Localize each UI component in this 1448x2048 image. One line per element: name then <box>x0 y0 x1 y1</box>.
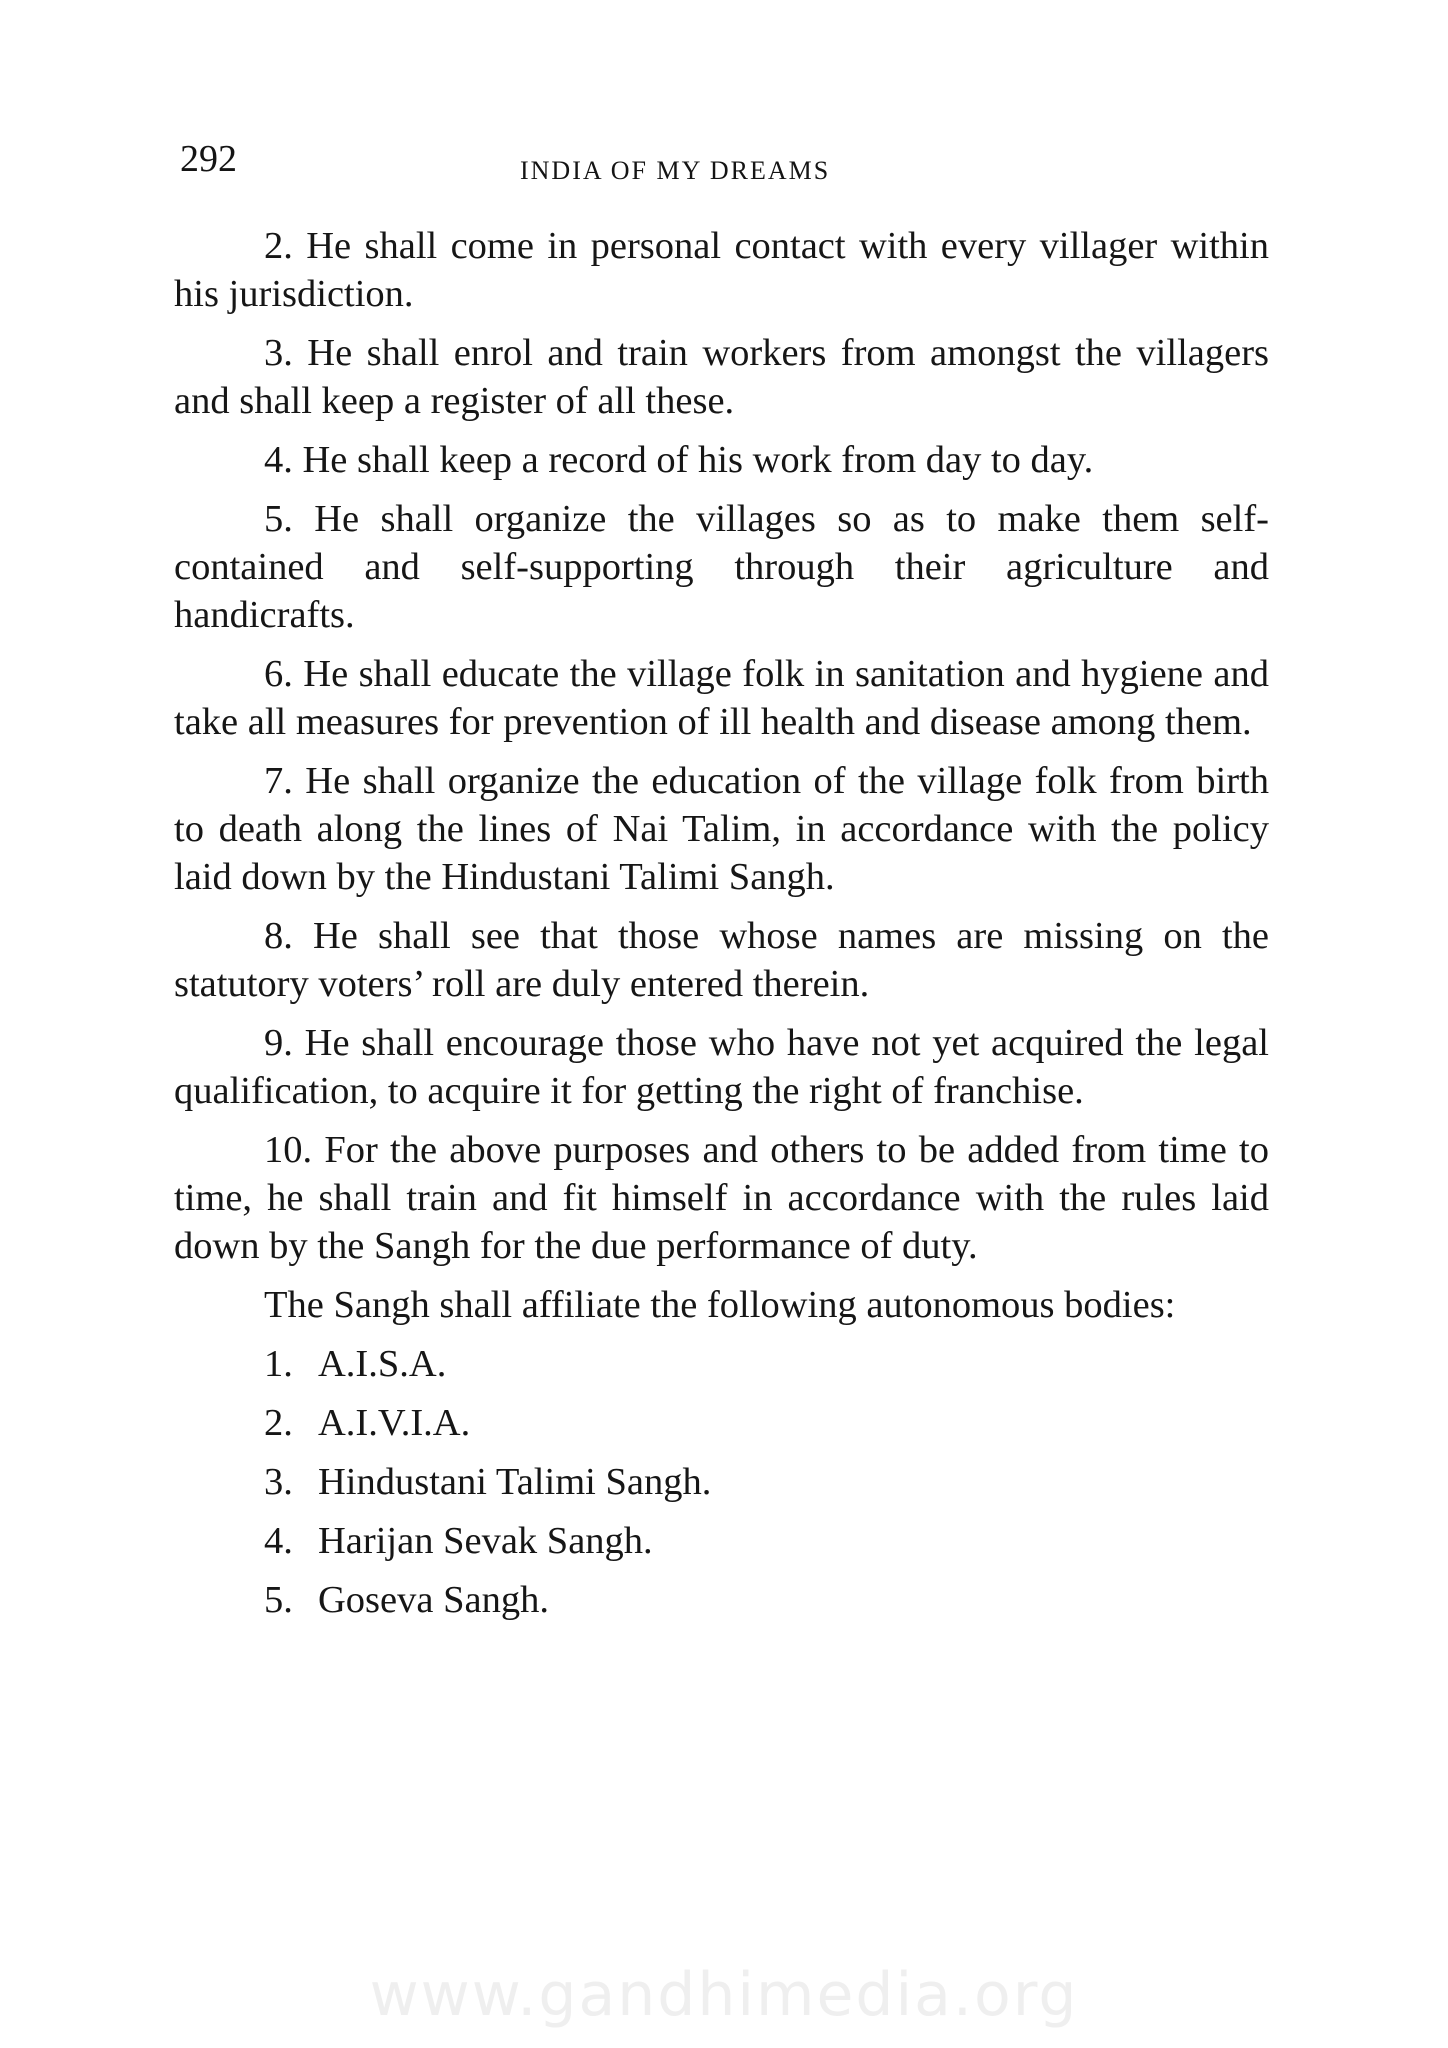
paragraph-item-10: 10. For the above purposes and others to be added from time to time, he shall train and fit himself in accordance with the rules laid down by the Sangh for the due performance of duty. <box>174 1129 1269 1267</box>
list-item-number: 5. <box>264 1579 293 1621</box>
list-item-name: Goseva Sangh. <box>318 1579 549 1621</box>
paragraph-item-3: 3. He shall enrol and train workers from amongst the villagers and shall keep a register of all these. <box>174 332 1269 422</box>
list-item-name: Hindustani Talimi Sangh. <box>318 1461 712 1503</box>
list-item-number: 2. <box>264 1402 293 1444</box>
running-title: INDIA OF MY DREAMS <box>520 156 831 185</box>
paragraph-item-5: 5. He shall organize the villages so as to make them self-contained and self-supporting through their agriculture and handicrafts. <box>174 498 1269 636</box>
list-item <box>264 1576 1269 1624</box>
affiliated-bodies-list <box>174 1340 1269 1624</box>
list-item-number: 4. <box>264 1520 293 1562</box>
list-item <box>264 1399 1269 1447</box>
paragraph-item-6: 6. He shall educate the village folk in sanitation and hygiene and take all measures for prevention of ill health and disease among them. <box>174 653 1269 743</box>
list-item-name: A.I.V.I.A. <box>318 1402 471 1444</box>
list-item-number: 1. <box>264 1343 293 1385</box>
list-item <box>264 1458 1269 1506</box>
paragraph-affiliation-intro: The Sangh shall affiliate the following autonomous bodies: <box>264 1284 1176 1326</box>
paragraph-item-4: 4. He shall keep a record of his work from day to day. <box>264 439 1094 481</box>
body-text <box>174 222 1269 1635</box>
list-item-number: 3. <box>264 1461 293 1503</box>
list-item-name: Harijan Sevak Sangh. <box>318 1520 653 1562</box>
paragraph-item-2: 2. He shall come in personal contact with every villager within his jurisdiction. <box>174 225 1269 315</box>
paragraph-item-9: 9. He shall encourage those who have not yet acquired the legal qualification, to acquire it for getting the right of franchise. <box>174 1022 1269 1112</box>
page-number: 292 <box>180 138 237 180</box>
list-item <box>264 1517 1269 1565</box>
paragraph-item-7: 7. He shall organize the education of the village folk from birth to death along the lines of Nai Talim, in accordance with the policy laid down by the Hindustani Talimi Sangh. <box>174 760 1269 898</box>
list-item-name: A.I.S.A. <box>318 1343 447 1385</box>
watermark: www.gandhimedia.org <box>369 1960 1079 2030</box>
list-item <box>264 1340 1269 1388</box>
paragraph-item-8: 8. He shall see that those whose names are missing on the statutory voters’ roll are duly entered therein. <box>174 915 1269 1005</box>
